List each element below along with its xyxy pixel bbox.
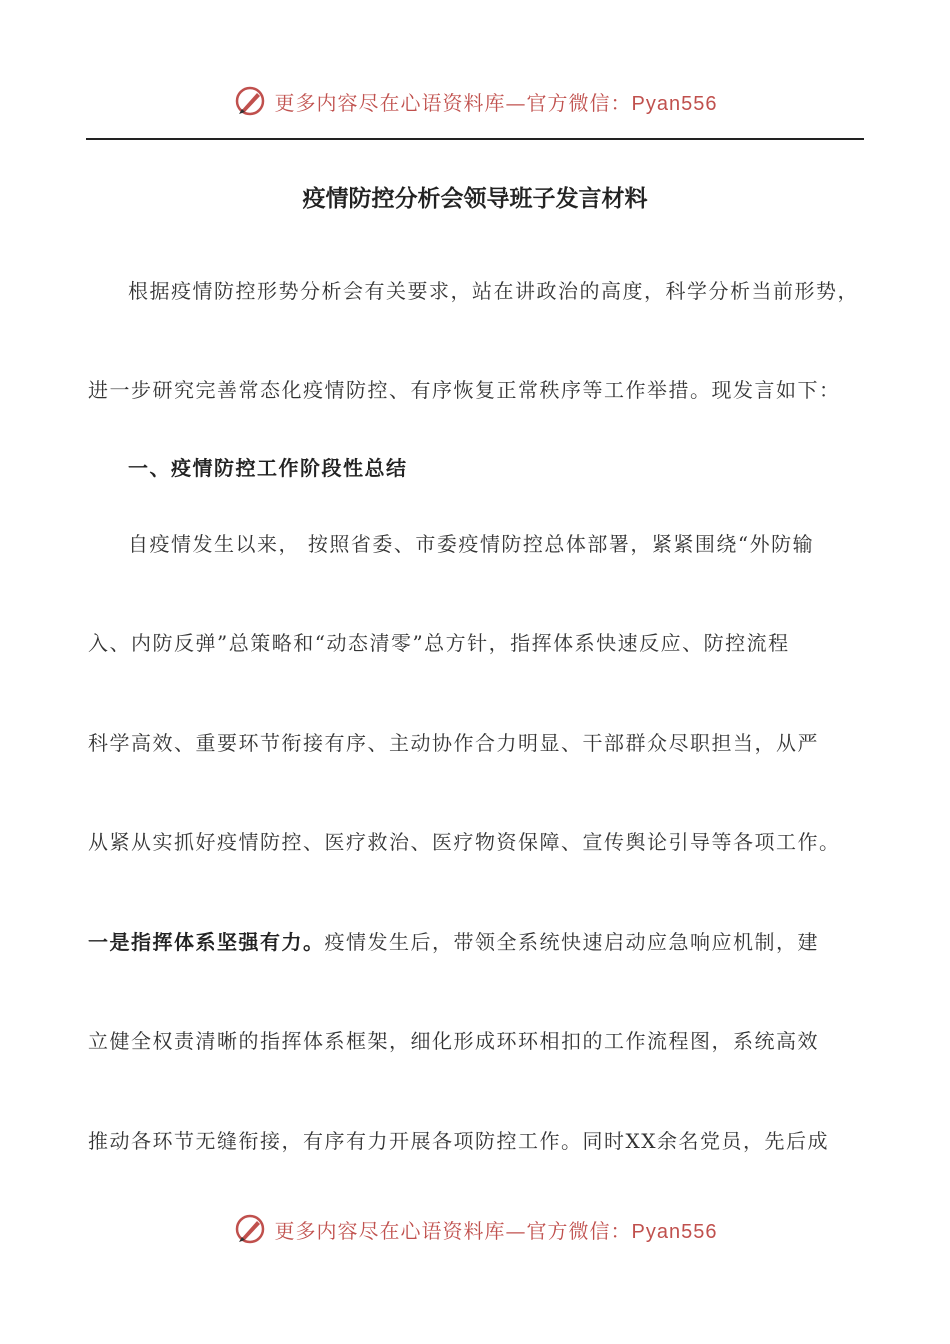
header-divider	[86, 138, 864, 140]
point1-line-1	[88, 926, 819, 955]
para-line-4: 从紧从实抓好疫情防控、医疗救治、医疗物资保障、宣传舆论引导等各项工作。	[88, 830, 841, 854]
intro-line-1: 根据疫情防控形势分析会有关要求，站在讲政治的高度，科学分析当前形势，	[128, 279, 859, 303]
para-line-3: 科学高效、重要环节衔接有序、主动协作合力明显、干部群众尽职担当，从严	[88, 731, 819, 755]
point1-line-2: 立健全权责清晰的指挥体系框架，细化形成环环相扣的工作流程图，系统高效	[88, 1029, 819, 1053]
banner-text: 更多内容尽在心语资料库—官方微信：Pyan556	[274, 90, 718, 115]
point1-lead: 一是指挥体系坚强有力。	[88, 930, 325, 954]
banner-text: 更多内容尽在心语资料库—官方微信：Pyan556	[274, 1218, 718, 1243]
para-line-2: 入、内防反弹”总策略和“动态清零”总方针，指挥体系快速反应、防控流程	[88, 631, 790, 655]
para-line-1: 自疫情发生以来， 按照省委、市委疫情防控总体部署，紧紧围绕“外防输	[128, 532, 815, 556]
intro-line-2: 进一步研究完善常态化疫情防控、有序恢复正常秩序等工作举措。现发言如下：	[88, 378, 841, 402]
point1-line-3: 推动各环节无缝衔接，有序有力开展各项防控工作。同时XX余名党员，先后成	[88, 1129, 829, 1153]
footer-banner	[0, 1212, 950, 1246]
wechat-id: Pyan556	[631, 92, 718, 115]
wechat-id: Pyan556	[631, 1220, 718, 1243]
header-banner	[0, 84, 950, 118]
logo-icon	[233, 84, 267, 118]
logo-icon	[233, 1212, 267, 1246]
document-title: 疫情防控分析会领导班子发言材料	[302, 185, 648, 212]
point1-line1-rest: 疫情发生后，带领全系统快速启动应急响应机制，建	[324, 930, 819, 954]
section-heading: 一、疫情防控工作阶段性总结	[128, 456, 408, 480]
